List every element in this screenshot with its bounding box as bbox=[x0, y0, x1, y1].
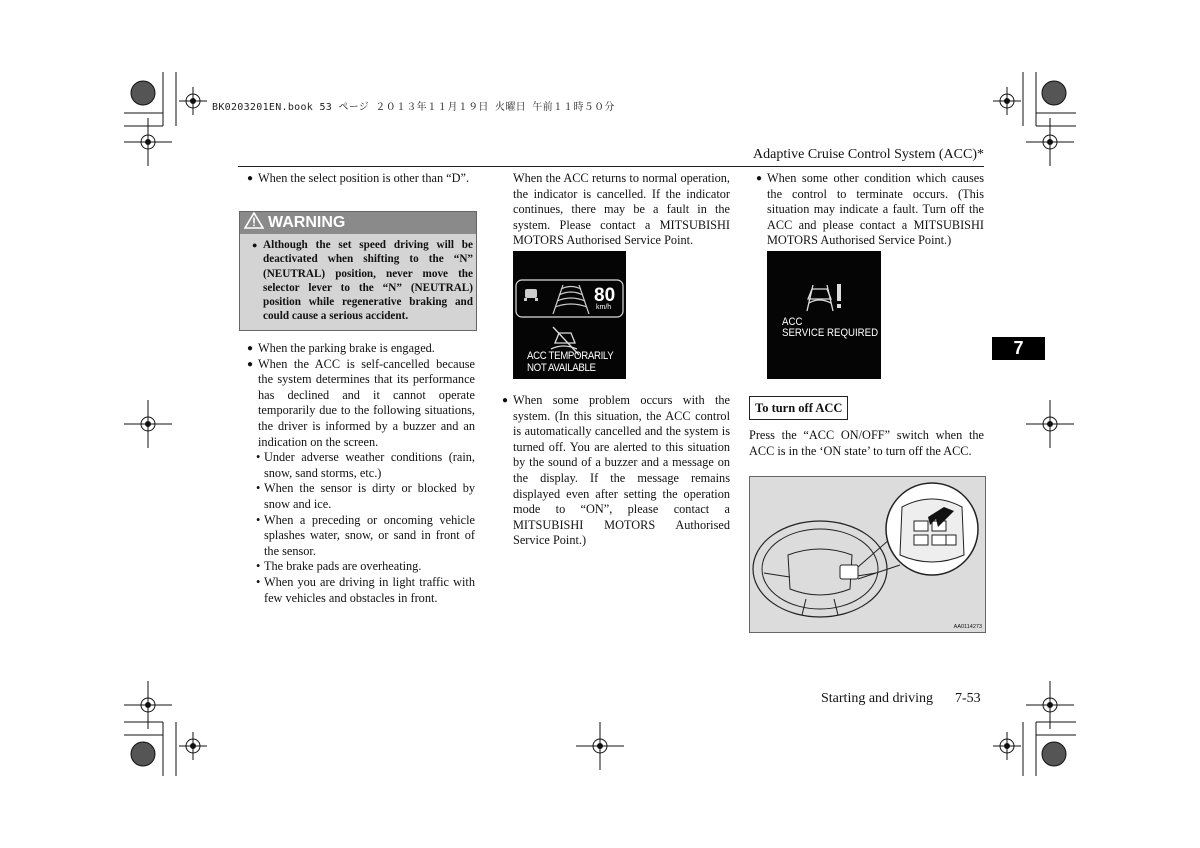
display-acc-temporarily bbox=[513, 251, 626, 379]
chapter-tab: 7 bbox=[992, 337, 1045, 360]
right-column-bottom bbox=[749, 428, 984, 459]
left-column-lower bbox=[247, 341, 475, 606]
footer-chapter-name: Starting and driving bbox=[821, 691, 933, 706]
right-column-top bbox=[756, 171, 984, 249]
bullet-select-position: ● When the select position is other than “D”. bbox=[247, 171, 475, 187]
subheading-turn-off-acc: To turn off ACC bbox=[749, 396, 848, 420]
bullet-self-cancel: ● When the ACC is self-cancelled because the system determines that its performance has declined and it cannot operate temporarily due to the following situations, the driver is informed by a buzzer and an indication on the screen. bbox=[247, 357, 475, 451]
sub-item-weather: • Under adverse weather conditions (rain, snow, sand storms, etc.) bbox=[247, 450, 475, 481]
display-speed-unit: km/h bbox=[596, 304, 612, 311]
figure-code: AA0114273 bbox=[953, 624, 982, 630]
sub-item-splash: • When a preceding or oncoming vehicle splashes water, snow, or sand in front of the sensor. bbox=[247, 513, 475, 560]
header-rule bbox=[238, 166, 984, 167]
display-service-line2: SERVICE REQUIRED bbox=[782, 327, 879, 339]
footer-page-number: 7-53 bbox=[955, 691, 981, 706]
sub-item-light-traffic: • When you are driving in light traffic with few vehicles and obstacles in front. bbox=[247, 575, 475, 606]
left-column bbox=[247, 171, 475, 187]
page-footer bbox=[821, 691, 981, 707]
bullet-other-condition: ● When some other condition which causes the control to terminate occurs. (This situation may indicate a fault. Turn off the ACC and please contact a MITSUBISHI MOTORS Authorised Service Point.) bbox=[756, 171, 984, 249]
steering-wheel-figure bbox=[749, 476, 986, 633]
display-service-line1: ACC bbox=[782, 316, 803, 328]
sub-item-brake-pads: • The brake pads are overheating. bbox=[247, 559, 475, 575]
bullet-system-problem: ● When some problem occurs with the system. (In this situation, the ACC control is automatically cancelled and the system is turned off. You are alerted to this situation by the sound of a buzzer and a message on the display. If the message remains displayed even after setting the operation mode to “ON”, please contact a MITSUBISHI MOTORS Authorised Service Point.) bbox=[502, 393, 730, 549]
bullet-parking-brake: ● When the parking brake is engaged. bbox=[247, 341, 475, 357]
sub-item-sensor-dirty: • When the sensor is dirty or blocked by snow and ice. bbox=[247, 481, 475, 512]
display-service-graphics bbox=[767, 251, 881, 379]
warning-box bbox=[239, 211, 477, 331]
middle-column-top bbox=[513, 171, 730, 249]
display-speed: 80 bbox=[594, 285, 616, 306]
middle-column-bottom bbox=[502, 393, 730, 549]
warning-triangle-icon bbox=[244, 212, 264, 234]
warning-body bbox=[240, 234, 476, 330]
file-header: BK0203201EN.book 53 ページ ２０１３年１１月１９日 火曜日 午前１１時５０分 bbox=[212, 102, 615, 113]
para-acc-returns: When the ACC returns to normal operation, the indicator is cancelled. If the indicator continues, there may be a fault in the system. Please contact a MITSUBISHI MOTORS Authorised Service Point. bbox=[513, 171, 730, 248]
display-temp-line1: ACC TEMPORARILY bbox=[527, 350, 614, 362]
para-turn-off: Press the “ACC ON/OFF” switch when the ACC is in the ‘ON state’ to turn off the ACC. bbox=[749, 428, 984, 458]
warning-text: ● Although the set speed driving will be deactivated when shifting to the “N” (NEUTRAL) position, never move the selector lever to the “N” (NEUTRAL) position while regenerative braking and could cause a serious accident. bbox=[252, 238, 473, 324]
display-temp-line2: NOT AVAILABLE bbox=[527, 362, 596, 374]
display-service-required bbox=[767, 251, 881, 379]
warning-header bbox=[240, 212, 476, 234]
section-title: Adaptive Cruise Control System (ACC)* bbox=[753, 147, 984, 162]
warning-title: WARNING bbox=[268, 214, 346, 231]
steering-wheel-illustration bbox=[750, 477, 985, 632]
